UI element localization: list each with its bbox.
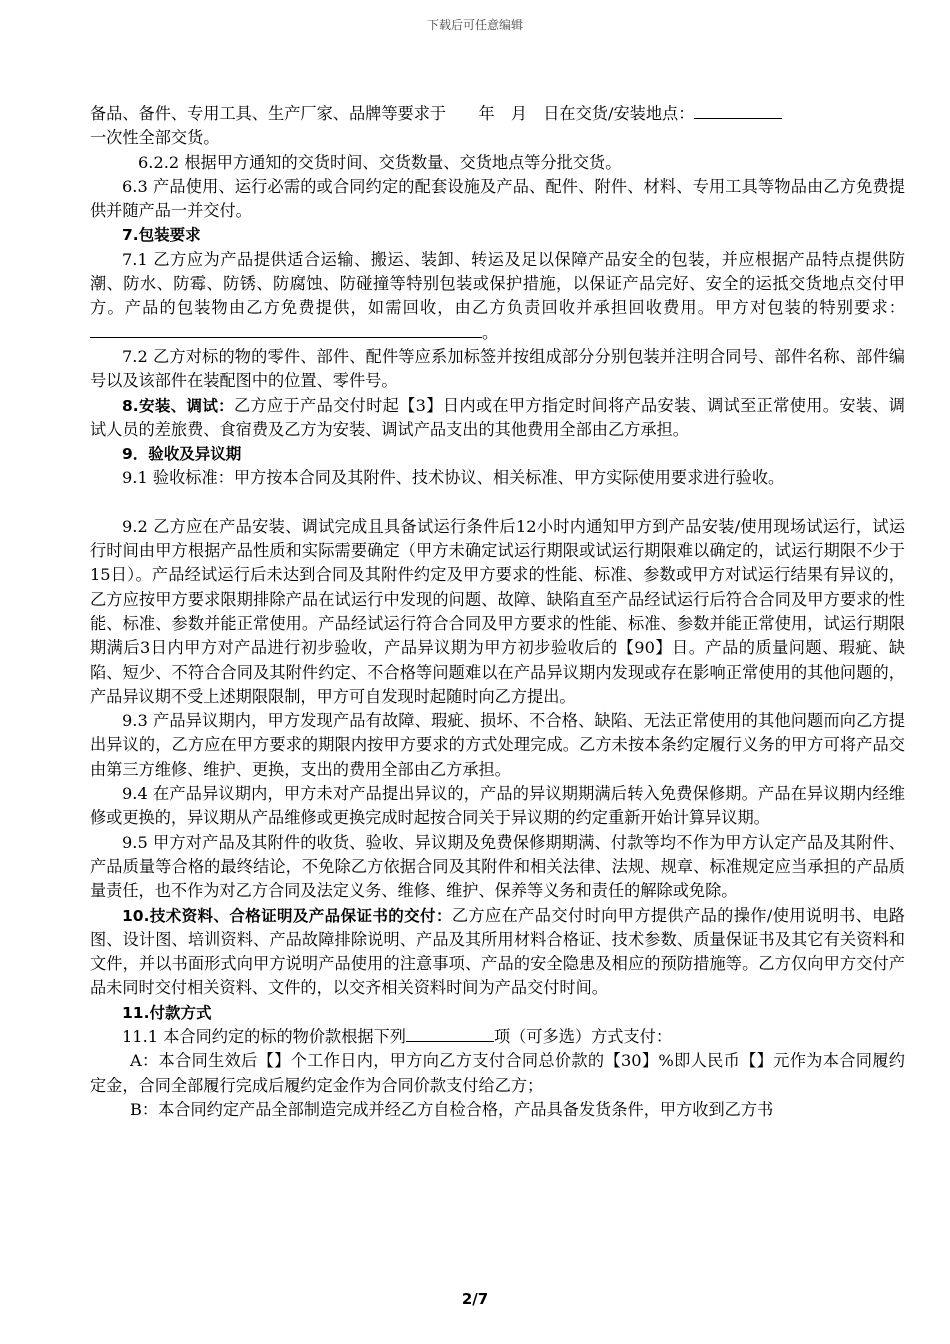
paragraph-7-2: 7.2 乙方对标的物的零件、部件、配件等应系加标签并按组成部分分别包装并注明合同号、部件名称、部件编号以及该部件在装配图中的位置、零件号。 <box>90 346 905 391</box>
option-a: A：本合同生效后【】个工作日内，甲方向乙方支付合同总价款的【30】%即人民币【】元作为本合同履约定金，合同全部履行完成后履约定金作为合同价款支付给乙方； <box>90 1051 905 1095</box>
paragraph-9-4: 9.4 在产品异议期内，甲方未对产品提出异议的，产品的异议期期满后转入免费保修期。产品在异议期内经维修或更换的，异议期从产品维修或更换完成时起按合同关于异议期的约定重新开始计算异议期。 <box>90 784 905 828</box>
heading-7: 7.包装要求 <box>122 226 201 245</box>
paragraph-6-2-1-cont: 备品、备件、专用工具、生产厂家、品牌等要求于 年 月 日在交货/安装地点： 一次性全部交货。 <box>90 102 905 151</box>
blank-line <box>406 1025 494 1042</box>
paragraph-6-2-2: 6.2.2 根据甲方通知的交货时间、交货数量、交货地点等分批交货。 <box>138 152 622 172</box>
heading-11: 11.付款方式 <box>122 1003 212 1022</box>
option-b: B：本合同约定产品全部制造完成并经乙方自检合格，产品具备发货条件，甲方收到乙方书 <box>130 1099 774 1119</box>
paragraph-11-1: 11.1 本合同约定的标的物价款根据下列 项（可多选）方式支付： <box>122 1026 673 1046</box>
document-body <box>90 102 905 1122</box>
paragraph-9-2: 9.2 乙方应在产品安装、调试完成且具备试运行条件后12小时内通知甲方到产品安装/使用现场试运行，试运行时间由甲方根据产品性质和实际需要确定（甲方未确定试运行期限或试运行期限难以确定的，试运行期限不少于15日）。产品经试运行后未达到合同及其附件约定及甲方要求的性能、标准、参数或甲方对试运行结果有异议的，乙方应按甲方要求限期排除产品在试运行中发现的问题、故障、缺陷直至产品经试运行后符合合同及甲方要求的性能、标准、参数并能正常使用。产品经试运行符合合同及甲方要求的性能、标准、参数并能正常使用，试运行期限期满后3日内甲方对产品进行初步验收，产品异议期为甲方初步验收后的【90】日。产品的质量问题、瑕疵、缺陷、短少、不符合合同及其附件约定、不合格等问题难以在产品异议期内发现或存在影响正常使用的其他问题的，产品异议期不受上述期限限制，甲方可自发现时起随时向乙方提出。 <box>90 516 905 706</box>
page-number: 2/7 <box>461 1290 489 1308</box>
paragraph-7-1: 7.1 乙方应为产品提供适合运输、搬运、装卸、转运及足以保障产品安全的包装，并应根据产品特点提供防潮、防水、防霉、防锈、防腐蚀、防碰撞等特别包装或保护措施，以保证产品完好、安全的运抵交货地点交付甲方。产品的包装物由乙方免费提供，如需回收，由乙方负责回收并承担回收费用。甲方对包装的特别要求：。 <box>90 249 905 342</box>
heading-9: 9．验收及异议期 <box>122 445 242 464</box>
paragraph-9-1: 9.1 验收标准：甲方按本合同及其附件、技术协议、相关标准、甲方实际使用要求进行验收。 <box>122 468 785 488</box>
blank-line <box>90 321 482 338</box>
paragraph-9-3: 9.3 产品异议期内，甲方发现产品有故障、瑕疵、损坏、不合格、缺陷、无法正常使用的其他问题而向乙方提出异议的，乙方应在甲方要求的期限内按甲方要求的方式处理完成。乙方未按本条约定履行义务的甲方可将产品交由第三方维修、维护、更换，支出的费用全部由乙方承担。 <box>90 711 905 779</box>
paragraph-10: 10.技术资料、合格证明及产品保证书的交付：乙方应在产品交付时向甲方提供产品的操作/使用说明书、电路图、设计图、培训资料、产品故障排除说明、产品及其所用材料合格证、技术参数、质量保证书及其它有关资料和文件，并以书面形式向甲方说明产品使用的注意事项、产品的安全隐患及相应的预防措施等。乙方仅向甲方交付产品未同时交付相关资料、文件的，以交齐相关资料时间为产品交付时间。 <box>90 905 905 998</box>
paragraph-6-3: 6.3 产品使用、运行必需的或合同约定的配套设施及产品、配件、附件、材料、专用工具等物品由乙方免费提供并随产品一并交付。 <box>90 176 905 221</box>
paragraph-9-5: 9.5 甲方对产品及其附件的收货、验收、异议期及免费保修期期满、付款等均不作为甲方认定产品及其附件、产品质量等合格的最终结论，不免除乙方依据合同及其附件和相关法律、法规、规章、标准规定应当承担的产品质量责任，也不作为对乙方合同及法定义务、维修、维护、保养等义务和责任的解除或免除。 <box>90 832 905 901</box>
paragraph-8: 8.安装、调试：乙方应于产品交付时起【3】日内或在甲方指定时间将产品安装、调试至正常使用。安装、调试人员的差旅费、食宿费及乙方为安装、调试产品支出的其他费用全部由乙方承担。 <box>90 395 905 439</box>
page-header: 下载后可任意编辑 <box>426 18 523 32</box>
blank-line <box>694 102 782 119</box>
